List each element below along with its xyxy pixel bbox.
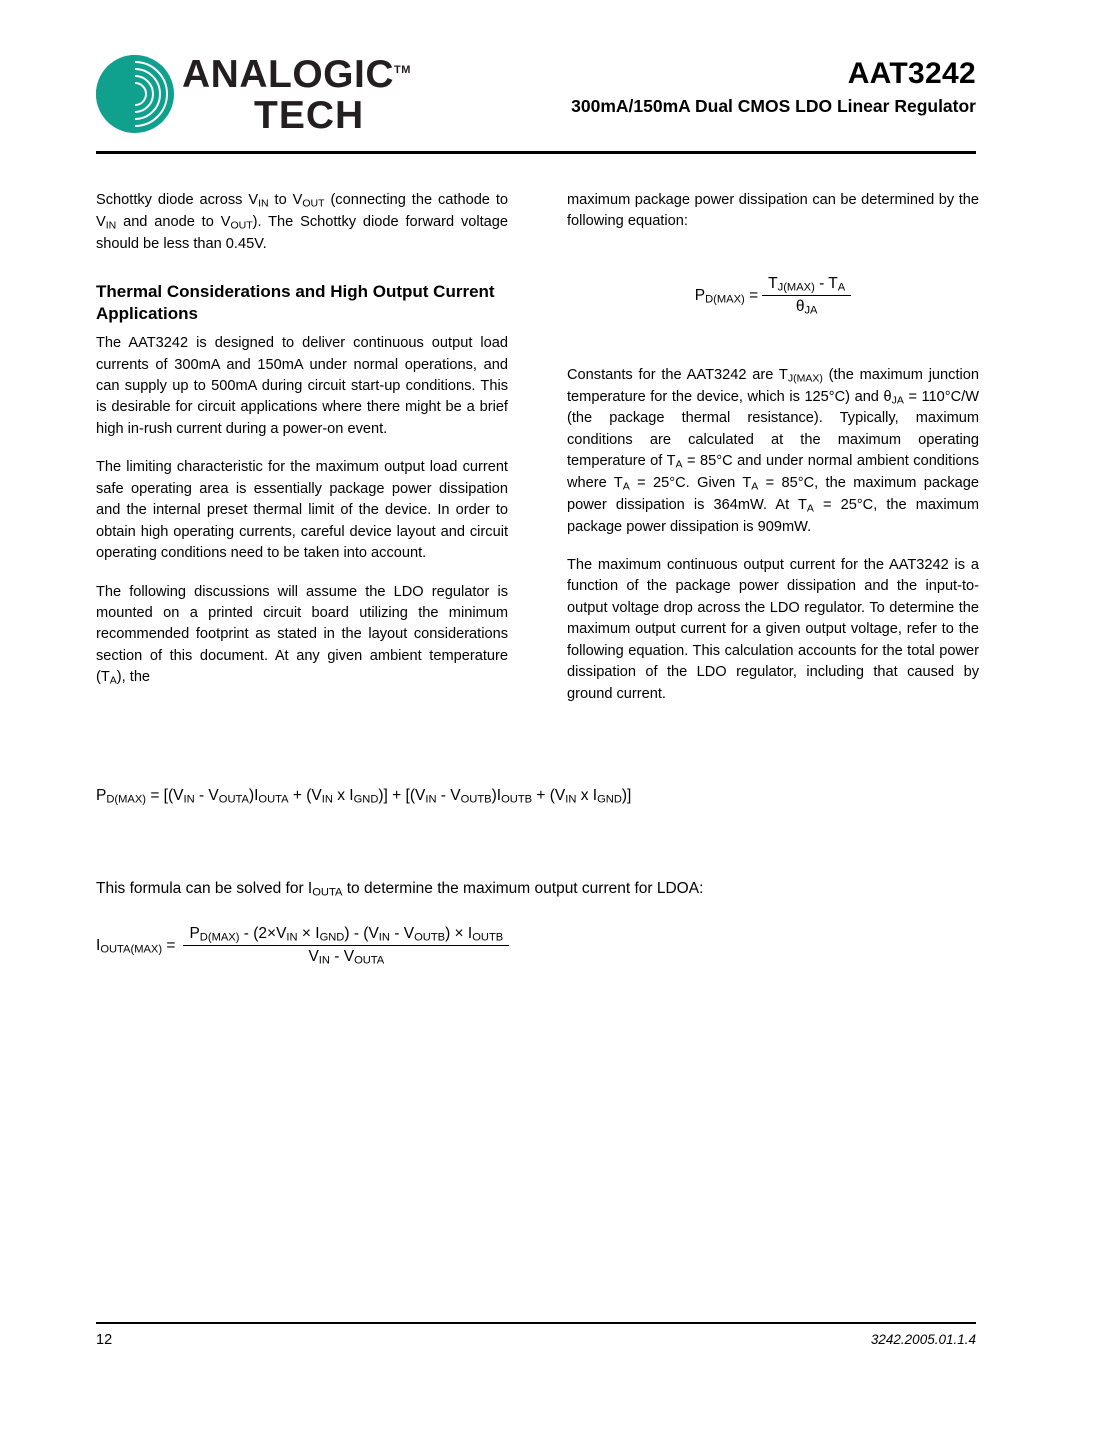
fraction-denominator	[762, 296, 851, 316]
subscript: IN	[321, 793, 333, 806]
header-title-block	[571, 57, 976, 117]
text-fragment: Constants for the AAT3242 are T	[567, 366, 788, 383]
fraction	[183, 925, 509, 967]
equation-pd-full	[96, 787, 976, 805]
paragraph-formula-solve	[96, 880, 976, 898]
text-fragment: to determine the maximum output current for LDOA:	[342, 880, 704, 897]
header-divider	[96, 151, 976, 154]
text-fragment: V	[308, 948, 319, 966]
subscript: J(MAX)	[777, 281, 815, 294]
subscript: OUTA	[354, 954, 385, 967]
subscript: OUTA	[258, 793, 289, 806]
text-fragment: and anode to V	[116, 213, 231, 230]
text-fragment: - (2×V	[239, 925, 287, 942]
subscript: IN	[318, 954, 330, 967]
text-fragment: T	[768, 275, 778, 292]
equation-iouta-max	[96, 925, 976, 967]
theta-symbol: θ	[795, 298, 805, 316]
text-fragment: )]	[621, 787, 632, 804]
logo-line1: ANALOGIC	[182, 53, 394, 96]
paragraph-limiting-characteristic: The limiting characteristic for the maximum output load current safe operating area is essentially package power dissipation and the internal preset thermal limit of the device. In order to obtain high operating currents, careful device layout and circuit operating conditions need to be taken into account.	[96, 459, 508, 562]
subscript: JA	[804, 304, 818, 317]
text-fragment: - V	[436, 787, 461, 804]
text-fragment: - V	[329, 948, 355, 966]
page-footer	[96, 1332, 976, 1348]
subscript: IN	[378, 931, 390, 944]
fraction	[762, 275, 851, 317]
text-fragment: =	[744, 286, 759, 304]
text-fragment: ) × I	[445, 925, 473, 942]
text-fragment: = 85°C and under normal ambient conditions where T	[567, 453, 979, 492]
equation-lhs	[96, 937, 183, 955]
subscript: D(MAX)	[106, 793, 147, 806]
subscript: OUTB	[501, 793, 533, 806]
text-fragment: T	[828, 275, 838, 292]
subscript: D(MAX)	[199, 931, 240, 944]
text-fragment: + (V	[288, 787, 322, 804]
subscript: A	[622, 480, 630, 493]
paragraph-design-intro: The AAT3242 is designed to deliver continuous output load currents of 300mA and 150mA under normal operations, and can supply up to 500mA during circuit start-up conditions. This is desirable for circuit applications where there might be a brief high in-rush current during a power-on event.	[96, 335, 508, 437]
subscript: JA	[891, 393, 904, 406]
analogic-tech-logo-icon	[96, 55, 174, 133]
trademark-symbol: TM	[394, 64, 411, 76]
company-logo	[96, 55, 411, 135]
fraction-numerator	[183, 925, 509, 946]
part-description: 300mA/150mA Dual CMOS LDO Linear Regulator	[571, 96, 976, 116]
logo-wordmark	[182, 55, 411, 135]
text-fragment: ). The Schottky diode forward voltage should be less than 0.45V.	[96, 213, 508, 252]
text-fragment: × I	[297, 925, 320, 942]
fraction-denominator	[183, 946, 509, 966]
text-fragment: -	[814, 275, 829, 292]
paragraph-constants	[567, 365, 979, 538]
text-fragment: x I	[332, 787, 354, 804]
subscript: OUTB	[472, 931, 504, 944]
subscript: D(MAX)	[705, 293, 745, 306]
text-fragment: ), the	[116, 669, 151, 686]
text-fragment: P	[96, 787, 107, 804]
fraction-numerator	[762, 275, 851, 296]
text-fragment: )I	[491, 787, 502, 804]
subscript: A	[751, 480, 759, 493]
text-fragment: x I	[576, 787, 598, 804]
text-fragment: - V	[389, 925, 415, 942]
paragraph-layout-assumption	[96, 582, 508, 690]
text-fragment: = [(V	[146, 787, 184, 804]
subscript: OUT	[230, 219, 253, 232]
text-fragment: = 25°C. Given T	[629, 475, 752, 492]
text-fragment: =	[162, 936, 176, 954]
equation-lhs	[695, 287, 762, 305]
text-fragment: (connecting the cathode to V	[96, 192, 509, 230]
page-header	[96, 45, 976, 145]
subscript: IN	[286, 931, 298, 944]
text-fragment: This formula can be solved for I	[96, 880, 313, 897]
logo-line2: TECH	[254, 94, 365, 137]
theta-symbol: θ	[883, 388, 892, 405]
text-fragment: P	[189, 925, 200, 942]
paragraph-max-dissipation: maximum package power dissipation can be determined by the following equation:	[567, 192, 979, 230]
text-fragment: )] + [(V	[378, 787, 426, 804]
subscript: A	[806, 502, 814, 515]
subscript: OUT	[302, 197, 325, 210]
text-fragment: to V	[268, 192, 303, 208]
subscript: GND	[597, 793, 622, 806]
subscript: IN	[258, 197, 269, 210]
text-fragment: = 110°C/W (the package thermal resistance). Typically, maximum conditions are calculated at the maximum operating temperature of T	[567, 388, 979, 470]
text-fragment: The following discussions will assume the LDO regulator is mounted on a printed circuit board utilizing the minimum recommended footprint as stated in the layout considerations section of this document. At any given ambient temperature (T	[96, 583, 508, 686]
subscript: A	[109, 674, 117, 687]
subscript: GND	[353, 793, 379, 806]
subscript: IN	[425, 793, 437, 806]
equation-pd-max	[567, 275, 979, 317]
subscript: GND	[319, 931, 345, 944]
text-fragment: P	[694, 286, 706, 304]
section-heading: Thermal Considerations and High Output Current Applications	[96, 281, 495, 324]
subscript: IN	[565, 793, 577, 806]
text-fragment: (the maximum junction temperature for the device, which is 125°C) and	[567, 366, 979, 405]
text-fragment: - V	[194, 787, 219, 804]
page-number: 12	[96, 1332, 113, 1348]
document-id: 3242.2005.01.1.4	[870, 1332, 976, 1347]
subscript: OUTA	[218, 793, 249, 806]
text-fragment: = 85°C, the maximum package power dissipation is 364mW. At T	[567, 475, 979, 513]
left-column	[96, 190, 508, 706]
right-column	[567, 190, 979, 722]
text-fragment: )I	[248, 787, 259, 804]
subscript: A	[837, 281, 846, 294]
subscript: A	[675, 458, 683, 471]
text-fragment: Schottky diode across V	[96, 192, 259, 208]
text-fragment: I	[96, 936, 101, 954]
subscript: OUTA(MAX)	[100, 943, 163, 956]
subscript: OUTA	[312, 886, 343, 899]
text-fragment: + (V	[532, 787, 566, 804]
paragraph-schottky	[96, 190, 508, 255]
subscript: OUTB	[414, 931, 446, 944]
text-fragment: ) - (V	[344, 925, 379, 942]
paragraph-max-continuous-current: The maximum continuous output current for the AAT3242 is a function of the package power dissipation and the input-to-output voltage drop across the LDO regulator. To determine the maximum output current for a given output voltage, refer to the following equation. This calculation accounts for the total power dissipation of the LDO regulator, including that caused by ground current.	[567, 557, 979, 702]
subscript: IN	[183, 793, 195, 806]
subscript: J(MAX)	[787, 372, 823, 385]
subscript: IN	[105, 219, 117, 232]
text-fragment: = 25°C, the maximum package power dissipation is 909mW.	[567, 496, 979, 535]
part-number: AAT3242	[847, 57, 976, 90]
subscript: OUTB	[460, 793, 492, 806]
footer-divider	[96, 1322, 976, 1324]
